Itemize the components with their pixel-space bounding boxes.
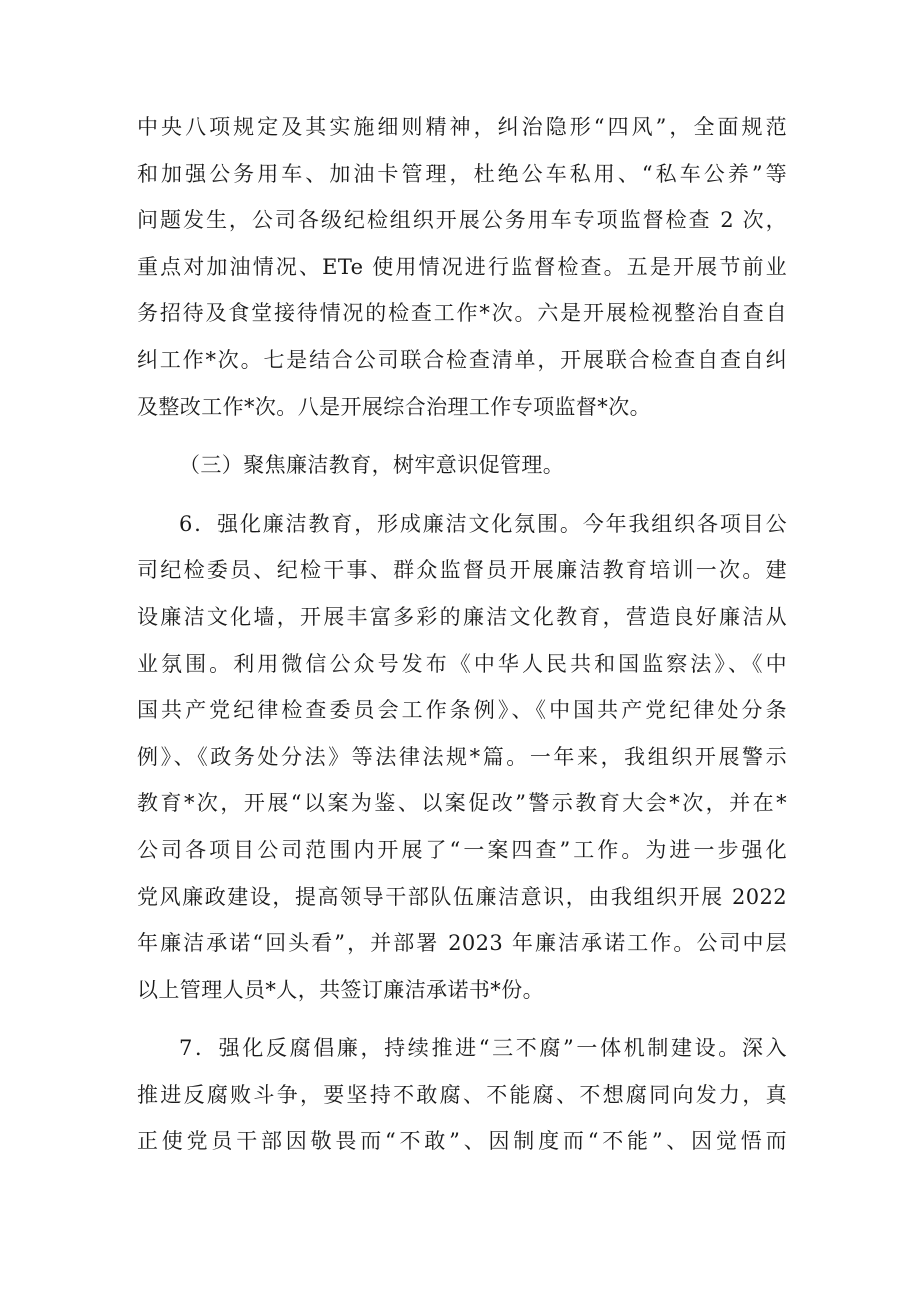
text-line: 以上管理人员*人，共签订廉洁承诺书*份。	[137, 977, 544, 1002]
text-line: 及整改工作*次。八是开展综合治理工作专项监督*次。	[137, 394, 651, 419]
paragraph-item-6	[137, 501, 787, 1014]
paragraph-item-7	[137, 1025, 787, 1165]
text-line: 教育*次，开展“以案为鉴、以案促改”警示教育大会*次，并在*	[137, 791, 787, 816]
text-line: 务招待及食堂接待情况的检查工作*次。六是开展检视整治自查自	[137, 301, 787, 326]
heading-text: （三）聚焦廉洁教育，树牢意识促管理。	[179, 453, 565, 478]
text-line: 国共产党纪律检查委员会工作条例》、《中国共产党纪律处分条	[137, 698, 787, 723]
text-line: 司纪检委员、纪检干事、群众监督员开展廉洁教育培训一次。建	[137, 558, 787, 583]
text-line: 年廉洁承诺“回头看”，并部署 2023 年廉洁承诺工作。公司中层	[137, 931, 787, 956]
text-line: 党风廉政建设，提高领导干部队伍廉洁意识，由我组织开展 2022	[137, 884, 787, 909]
text-line: 公司各项目公司范围内开展了“一案四查”工作。为进一步强化	[137, 837, 787, 862]
document-body	[137, 104, 787, 1165]
text-line: 中央八项规定及其实施细则精神，纠治隐形“四风”，全面规范	[137, 115, 787, 139]
text-line: 6．强化廉洁教育，形成廉洁文化氛围。今年我组织各项目公	[179, 511, 787, 536]
section-heading-3	[137, 442, 787, 489]
text-line: 业氛围。利用微信公众号发布《中华人民共和国监察法》、《中	[137, 651, 787, 676]
text-line: 7．强化反腐倡廉，持续推进“三不腐”一体机制建设。深入	[179, 1036, 787, 1061]
text-line: 问题发生，公司各级纪检组织开展公务用车专项监督检查 2 次，	[137, 208, 787, 233]
text-line: 正使党员干部因敬畏而“不敢”、因制度而“不能”、因觉悟而	[137, 1129, 787, 1154]
text-line: 例》、《政务处分法》等法律法规*篇。一年来，我组织开展警示	[137, 744, 787, 769]
text-line: 推进反腐败斗争，要坚持不敢腐、不能腐、不想腐同向发力，真	[137, 1082, 787, 1107]
text-line: 和加强公务用车、加油卡管理，杜绝公车私用、“私车公养”等	[137, 161, 787, 186]
text-line: 设廉洁文化墙，开展丰富多彩的廉洁文化教育，营造良好廉洁从	[137, 604, 787, 629]
text-line: 纠工作*次。七是结合公司联合检查清单，开展联合检查自查自纠	[137, 347, 787, 372]
text-line: 重点对加油情况、ETe 使用情况进行监督检查。五是开展节前业	[137, 254, 787, 279]
paragraph-supervision	[137, 104, 787, 430]
